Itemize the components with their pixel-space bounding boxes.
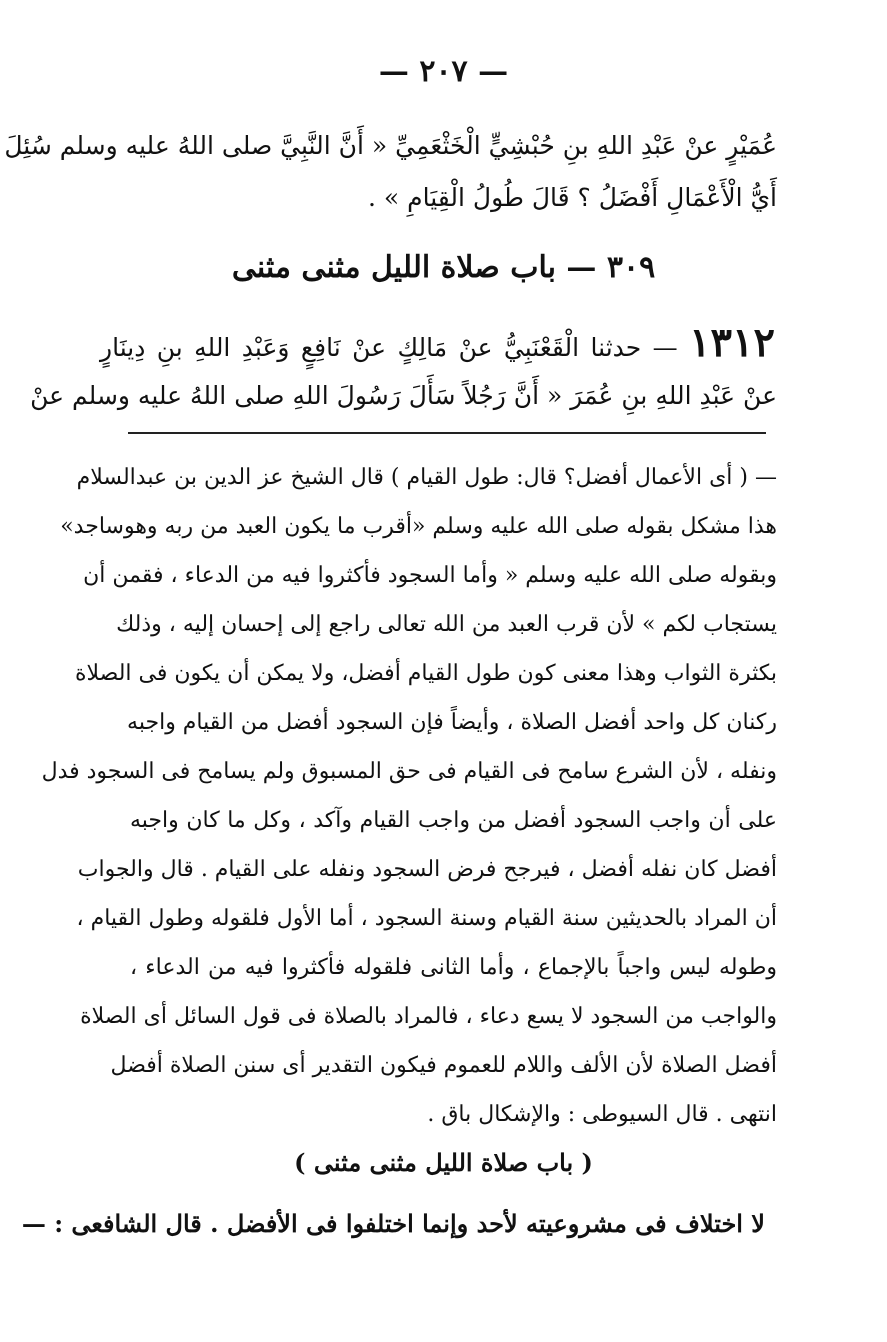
commentary-line-9: أفضل كان نفله أفضل ، فيرجح فرض السجود ونفله على القيام . قال والجواب	[77, 857, 777, 882]
chapter-title: ٣٠٩ — باب صلاة الليل مثنى مثنى	[231, 250, 656, 285]
commentary-line-11: وطوله ليس واجباً بالإجماع ، وأما الثانى فلقوله فأكثروا فيه من الدعاء ،	[130, 955, 777, 980]
commentary-line-13: أفضل الصلاة لأن الألف واللام للعموم فيكون التقدير أى سنن الصلاة أفضل	[110, 1053, 777, 1078]
hadith-opening-line	[100, 318, 775, 368]
commentary-line-4: يستجاب لكم » لأن قرب العبد من الله تعالى راجع إلى إحسان إليه ، وذلك	[116, 612, 777, 637]
commentary-line-12: والواجب من السجود لا يسع دعاء ، فالمراد بالصلاة فى قول السائل أى الصلاة	[80, 1004, 777, 1029]
final-line: لا اختلاف فى مشروعيته لأحد وإنما اختلفوا فى الأفضل . قال الشافعى : —	[21, 1209, 765, 1238]
commentary-line-7: ونفله ، لأن الشرع سامح فى القيام فى حق المسبوق ولم يسامح فى السجود فدل	[41, 759, 777, 784]
footnote-divider	[128, 432, 766, 434]
hadith-continuation-line-2: أَيُّ الْأَعْمَالِ أَفْضَلُ ؟ قَالَ طُولُ الْقِيَامِ » .	[367, 183, 777, 212]
commentary-line-5: بكثرة الثواب وهذا معنى كون طول القيام أفضل، ولا يمكن أن يكون فى الصلاة	[75, 661, 777, 686]
commentary-line-8: على أن واجب السجود أفضل من واجب القيام وآكد ، وكل ما كان واجبه	[130, 808, 777, 833]
commentary-subtitle: ( باب صلاة الليل مثنى مثنى )	[294, 1148, 593, 1177]
commentary-line-6: ركنان كل واحد أفضل الصلاة ، وأيضاً فإن السجود أفضل من القيام واجبه	[127, 710, 777, 735]
commentary-line-3: وبقوله صلى الله عليه وسلم « وأما السجود فأكثروا فيه من الدعاء ، فقمن أن	[83, 563, 777, 588]
page-number: — ٢٠٧ —	[378, 54, 509, 89]
commentary-line-14: انتهى . قال السيوطى : والإشكال باق .	[427, 1102, 777, 1127]
commentary-line-2: هذا مشكل بقوله صلى الله عليه وسلم «أقرب ما يكون العبد من ربه وهوساجد»	[60, 514, 777, 539]
commentary-line-1: — ( أى الأعمال أفضل؟ قال: طول القيام ) قال الشيخ عز الدين بن عبدالسلام	[76, 465, 777, 490]
hadith-body-line-2: عنْ عَبْدِ اللهِ بنِ عُمَرَ « أَنَّ رَجُلاً سَأَلَ رَسُولَ اللهِ صلى اللهُ عليه وسلم عنْ	[30, 381, 777, 410]
hadith-continuation-line-1: عُمَيْرٍ عنْ عَبْدِ اللهِ بنِ حُبْشِيٍّ الْخَثْعَمِيِّ « أَنَّ النَّبِيَّ صلى اللهُ عليه وسلم سُئِلَ	[4, 131, 777, 160]
hadith-isnad: — حدثنا الْقَعْنَبِيُّ عنْ مَالِكٍ عنْ نَافِعٍ وَعَبْدِ اللهِ بنِ دِينَارٍ	[100, 333, 678, 362]
hadith-number: ١٣١٢	[689, 319, 775, 366]
commentary-line-10: أن المراد بالحديثين سنة القيام وسنة السجود ، أما الأول فلقوله وطول القيام ،	[76, 906, 777, 931]
